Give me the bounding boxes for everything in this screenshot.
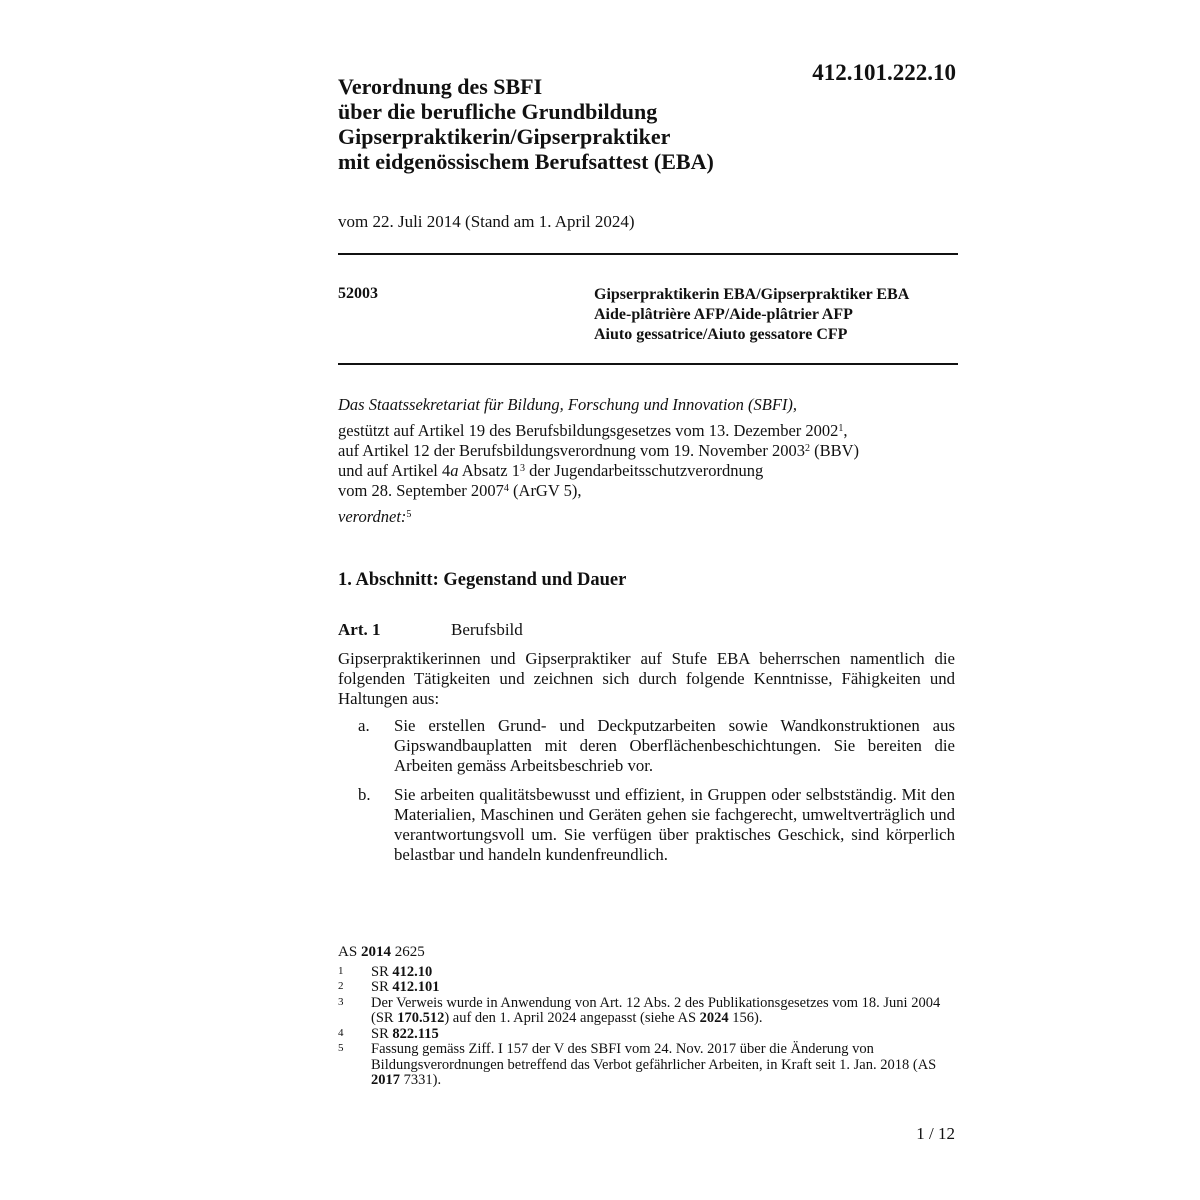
sr-number: 412.101.222.10 [812, 60, 956, 85]
article-title: Berufsbild [451, 620, 523, 639]
footnote: 1 SR 412.10 [338, 963, 433, 980]
list-item [338, 716, 955, 776]
footnote-ref: 5 [406, 509, 412, 520]
footnote: 4 SR 822.115 [338, 1025, 439, 1042]
footnotes [338, 945, 958, 1089]
list-item-label: a. [358, 716, 370, 735]
section-heading: 1. Abschnitt: Gegenstand und Dauer [338, 570, 627, 590]
footnote-ref: 1 [838, 423, 844, 434]
as-reference: AS 2014 2625 [338, 944, 425, 960]
page-number: 1 / 12 [916, 1124, 955, 1143]
title-line: Gipserpraktikerin/Gipserpraktiker [338, 124, 671, 149]
article-intro: Gipserpraktikerinnen und Gipserpraktiker auf Stufe EBA beherrschen namentlich die folgenden Tätigkeiten und zeichnen sich durch folgende Kenntnisse, Fähigkeiten und Haltungen aus: [338, 649, 955, 708]
footnote-ref: 2 [804, 443, 810, 454]
preamble [338, 395, 958, 527]
occupation-names [594, 285, 909, 345]
occupation-name-fr: Aide-plâtrière AFP/Aide-plâtrier AFP [594, 306, 853, 323]
divider-bottom [338, 363, 958, 365]
occupation-name-it: Aiuto gessatrice/Aiuto gessatore CFP [594, 326, 848, 343]
preamble-verordnet: verordnet:$^5$ [338, 507, 412, 526]
document-date: vom 22. Juli 2014 (Stand am 1. April 2024) [338, 212, 635, 231]
divider-top [338, 253, 958, 255]
preamble-basis-1: gestützt auf Artikel 19 des Berufsbildungsgesetzes vom 13. Dezember 2002$^1$, [338, 421, 848, 440]
footnote: 2 SR 412.101 [338, 979, 440, 995]
title-line: über die berufliche Grundbildung [338, 99, 658, 124]
preamble-basis-2: auf Artikel 12 der Berufsbildungsverordnung vom 19. November 2003$^2$ (BBV) [338, 441, 860, 460]
footnote-ref: 3 [519, 463, 525, 474]
article-list [338, 716, 955, 874]
occupation-name-de: Gipserpraktikerin EBA/Gipserpraktiker EBA [594, 286, 910, 303]
occupation-code: 52003 [338, 285, 378, 302]
footnote-ref: 4 [503, 483, 509, 494]
list-item-label: b. [358, 785, 371, 804]
title-line: Verordnung des SBFI [338, 74, 543, 99]
list-item-text: Sie arbeiten qualitätsbewusst und effizient, in Gruppen oder selbstständig. Mit den Materialien, Maschinen und Geräten gehen sie fachgerecht, umweltverträglich und verantwortungsvoll um. Sie verfügen über praktisches Geschick, sind körperlich belastbar und handeln kundenfreundlich. [394, 785, 955, 864]
list-item-text: Sie erstellen Grund- und Deckputzarbeiten sowie Wandkonstruktionen aus Gipswandbauplatten mit deren Oberflächenbeschichtungen. Sie bereiten die Arbeiten gemäss Arbeitsbeschrieb vor. [394, 716, 955, 775]
article-number: Art. 1 [338, 620, 381, 639]
preamble-authority: Das Staatssekretariat für Bildung, Forschung und Innovation (SBFI), [338, 395, 798, 414]
footnote: 3 Der Verweis wurde in Anwendung von Art. 12 Abs. 2 des Publikationsgesetzes vom 18. Juni 2004 (SR 170.512) auf den 1. April 2024 angepasst (siehe AS 2024 156). [338, 994, 941, 1026]
preamble-basis-3: und auf Artikel 4a Absatz 1$^3$ der Jugendarbeitsschutzverordnung [338, 461, 764, 480]
preamble-basis-4: vom 28. September 2007$^4$ (ArGV 5), [338, 481, 582, 500]
document-title [338, 74, 808, 174]
list-item [338, 785, 955, 865]
footnote: 5 Fassung gemäss Ziff. I 157 der V des SBFI vom 24. Nov. 2017 über die Änderung von Bildungsverordnungen betreffend das Verbot gefährlicher Arbeiten, in Kraft seit 1. Jan. 2018 (AS 2017 7331). [338, 1041, 937, 1088]
title-line: mit eidgenössischem Berufsattest (EBA) [338, 149, 714, 174]
